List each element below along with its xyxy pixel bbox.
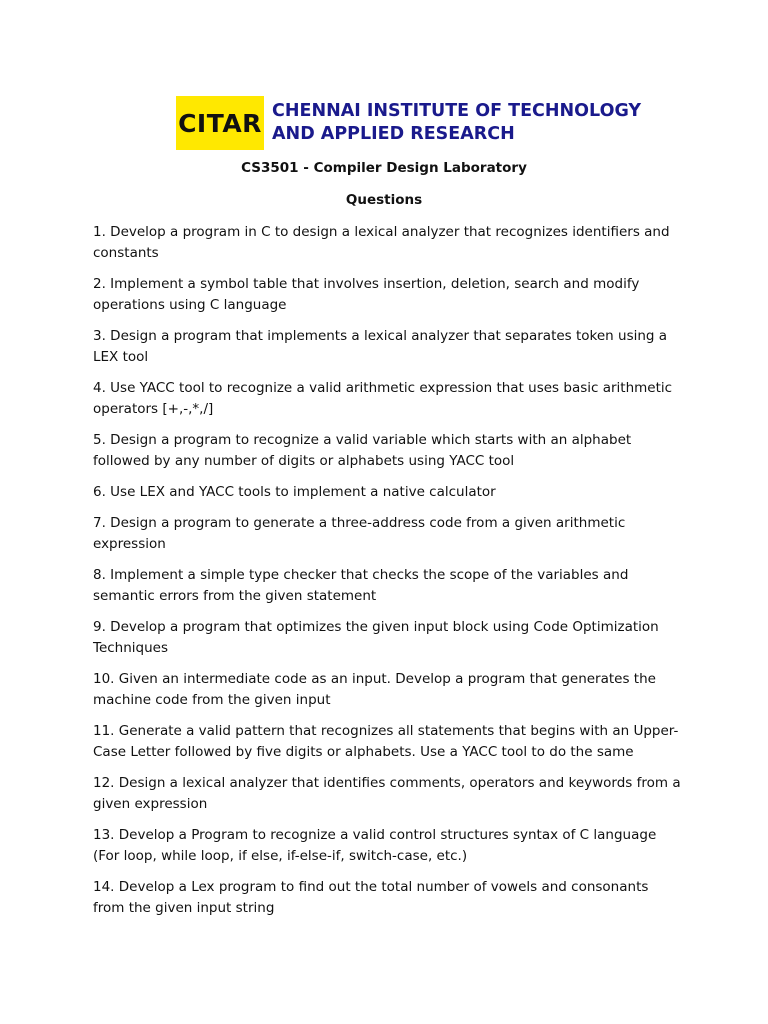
question-item: 2. Implement a symbol table that involves insertion, deletion, search and modify operations using C language bbox=[93, 276, 640, 313]
question-item: 6. Use LEX and YACC tools to implement a native calculator bbox=[93, 484, 496, 500]
question-item: 9. Develop a program that optimizes the given input block using Code Optimization Techniques bbox=[93, 619, 659, 656]
question-item: 8. Implement a simple type checker that checks the scope of the variables and semantic errors from the given statement bbox=[93, 567, 629, 604]
question-item: 13. Develop a Program to recognize a valid control structures syntax of C language (For loop, while loop, if else, if-else-if, switch-case, etc.) bbox=[93, 827, 657, 864]
logo-mark: CITAR bbox=[176, 96, 264, 150]
institute-name-line-2: AND APPLIED RESEARCH bbox=[272, 124, 515, 144]
section-title: Questions bbox=[345, 192, 423, 208]
question-list bbox=[93, 222, 683, 929]
question-item: 4. Use YACC tool to recognize a valid arithmetic expression that uses basic arithmetic operators [+,-,*,/] bbox=[93, 380, 673, 417]
question-item: 3. Design a program that implements a lexical analyzer that separates token using a LEX tool bbox=[93, 328, 668, 365]
question-item: 5. Design a program to recognize a valid variable which starts with an alphabet followed by any number of digits or alphabets using YACC tool bbox=[93, 432, 632, 469]
institute-logo bbox=[176, 95, 641, 151]
question-item: 1. Develop a program in C to design a lexical analyzer that recognizes identifiers and constants bbox=[93, 224, 670, 261]
question-item: 11. Generate a valid pattern that recognizes all statements that begins with an Upper-Case Letter followed by five digits or alphabets. Use a YACC tool to do the same bbox=[93, 723, 679, 760]
question-item: 7. Design a program to generate a three-address code from a given arithmetic expression bbox=[93, 515, 626, 552]
question-item: 10. Given an intermediate code as an input. Develop a program that generates the machine code from the given input bbox=[93, 671, 656, 708]
institute-name-line-1: CHENNAI INSTITUTE OF TECHNOLOGY bbox=[272, 101, 642, 121]
course-title: CS3501 - Compiler Design Laboratory bbox=[241, 160, 527, 176]
institute-name bbox=[272, 100, 641, 146]
question-item: 12. Design a lexical analyzer that identifies comments, operators and keywords from a given expression bbox=[93, 775, 681, 812]
question-item: 14. Develop a Lex program to find out the total number of vowels and consonants from the given input string bbox=[93, 879, 649, 916]
